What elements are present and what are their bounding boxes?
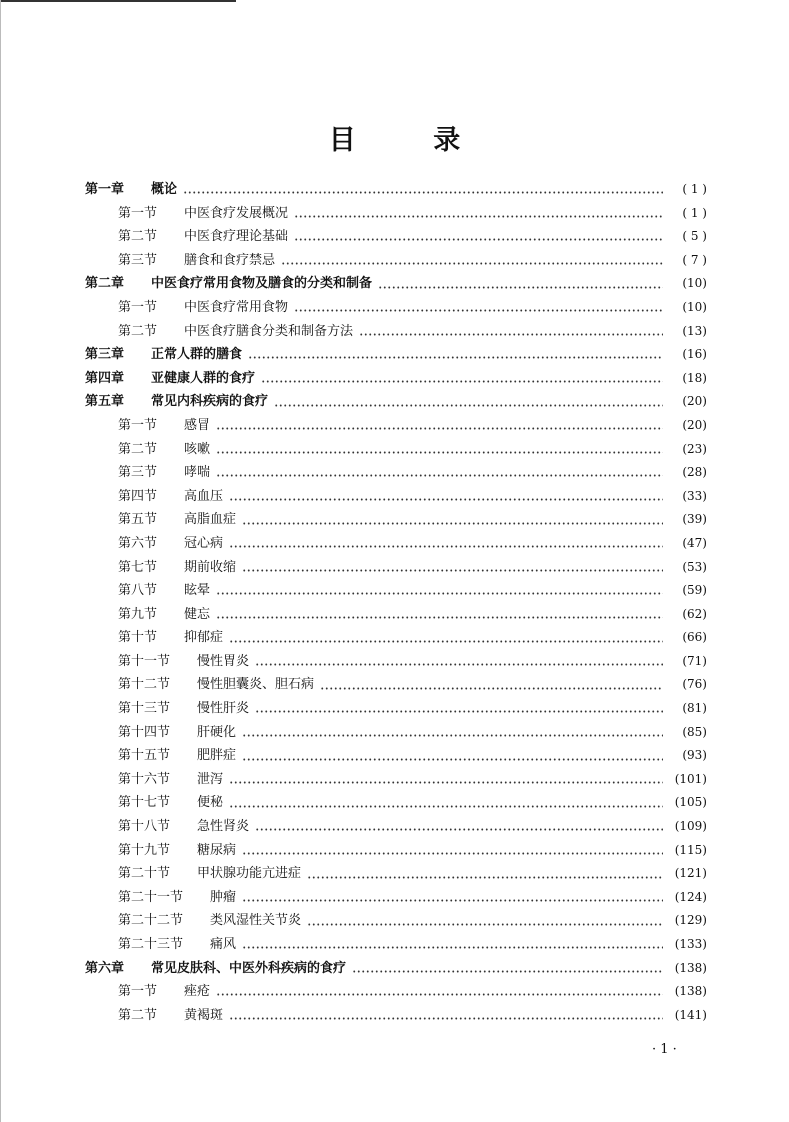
dot-leader [281,262,663,265]
dot-leader [261,380,663,383]
toc-chapter-entry[interactable] [85,178,707,202]
toc-section-entry[interactable] [85,839,707,863]
toc-section-entry[interactable] [85,791,707,815]
entry-page: (129) [674,913,707,928]
entry-number: 第五章 [85,394,125,410]
entry-page: (13) [682,323,707,338]
entry-page: (23) [682,441,707,456]
entry-title: 冠心病 [184,535,224,551]
toc-section-entry[interactable] [85,579,707,603]
dot-leader [229,781,663,784]
entry-page: (28) [682,465,707,480]
entry-title: 甲状腺功能亢进症 [197,866,302,882]
entry-title: 高脂血症 [184,512,237,528]
entry-number: 第三节 [118,252,158,268]
entry-page: (93) [682,748,707,763]
entry-page: (10) [682,276,707,291]
entry-number: 第十八节 [118,819,171,835]
page-title: 目 录 [328,125,495,156]
toc-section-entry[interactable] [85,249,707,273]
entry-number: 第二十二节 [118,913,184,929]
entry-page: (124) [674,889,707,904]
entry-page: ( 1 ) [682,182,707,196]
dot-leader [248,356,663,359]
entry-title: 肿瘤 [210,889,237,905]
entry-number: 第一节 [118,299,158,315]
dot-leader [242,522,663,525]
entry-page: (138) [674,984,707,999]
entry-number: 第二节 [118,441,158,457]
entry-title: 中医食疗膳食分类和制备方法 [184,323,354,339]
dot-leader [242,946,663,949]
table-of-contents [85,178,707,1027]
entry-title: 感冒 [184,417,211,433]
toc-chapter-entry[interactable] [85,272,707,296]
entry-title: 常见内科疾病的食疗 [151,394,269,410]
toc-section-entry[interactable] [85,650,707,674]
scan-border-left [0,0,1,1122]
entry-title: 肝硬化 [197,724,237,740]
entry-title: 痤疮 [184,984,211,1000]
entry-title: 膳食和食疗禁忌 [184,252,276,268]
toc-section-entry[interactable] [85,933,707,957]
dot-leader [294,309,663,312]
dot-leader [242,734,663,737]
toc-section-entry[interactable] [85,744,707,768]
entry-number: 第十六节 [118,771,171,787]
entry-number: 第九节 [118,606,158,622]
entry-number: 第二十三节 [118,937,184,952]
entry-page: ( 7 ) [682,252,707,267]
toc-section-entry[interactable] [85,980,707,1004]
entry-number: 第一节 [118,984,158,1000]
entry-title: 健忘 [184,606,211,622]
dot-leader [294,238,663,241]
dot-leader [229,545,663,548]
entry-page: ( 5 ) [682,229,707,244]
entry-page: (66) [682,630,707,645]
entry-title: 慢性胆囊炎、胆石病 [197,677,315,693]
toc-section-entry[interactable] [85,438,707,462]
toc-section-entry[interactable] [85,461,707,485]
dot-leader [307,923,663,926]
entry-number: 第七节 [118,559,158,575]
toc-section-entry[interactable] [85,485,707,509]
entry-title: 慢性肝炎 [197,701,250,717]
entry-number: 第四章 [85,370,125,386]
entry-number: 第三节 [118,465,158,481]
dot-leader [242,852,663,855]
entry-number: 第一节 [118,417,158,433]
toc-section-entry[interactable] [85,862,707,886]
entry-number: 第十九节 [118,842,171,858]
entry-title: 便秘 [197,795,224,811]
dot-leader [216,993,663,996]
dot-leader [229,805,663,808]
entry-page: (71) [682,653,707,668]
entry-page: (76) [682,677,707,692]
toc-section-entry[interactable] [85,1004,707,1028]
page-number: · 1 · [652,1042,677,1057]
entry-title: 亚健康人群的食疗 [151,370,256,386]
entry-page: (101) [674,771,707,786]
toc-section-entry[interactable] [85,603,707,627]
toc-chapter-entry[interactable] [85,343,707,367]
entry-title: 痛风 [210,937,237,952]
dot-leader [242,569,663,572]
entry-title: 糖尿病 [197,842,237,858]
toc-section-entry[interactable] [85,414,707,438]
entry-title: 正常人群的膳食 [151,347,243,363]
entry-title: 眩晕 [184,583,211,599]
entry-page: (39) [682,512,707,527]
toc-section-entry[interactable] [85,508,707,532]
entry-title: 泄泻 [197,771,224,787]
dot-leader [294,215,663,218]
entry-page: (53) [682,559,707,574]
entry-title: 常见皮肤科、中医外科疾病的食疗 [151,960,347,976]
entry-title: 中医食疗发展概况 [184,205,289,221]
entry-title: 高血压 [184,488,224,504]
toc-section-entry[interactable] [85,296,707,320]
toc-section-entry[interactable] [85,202,707,226]
entry-title: 中医食疗常用食物及膳食的分类和制备 [151,276,373,292]
entry-number: 第六章 [85,960,125,976]
dot-leader [274,404,663,407]
toc-section-entry[interactable] [85,626,707,650]
dot-leader [229,1017,663,1020]
entry-page: (20) [682,394,707,409]
entry-number: 第八节 [118,583,158,599]
toc-section-entry[interactable] [85,532,707,556]
dot-leader [229,640,663,643]
entry-number: 第二节 [118,323,158,339]
entry-title: 慢性胃炎 [197,653,250,669]
entry-number: 第三章 [85,347,125,363]
entry-page: (109) [674,819,707,834]
entry-page: (47) [682,535,707,550]
entry-title: 肥胖症 [197,748,237,764]
entry-page: (105) [674,795,707,810]
toc-section-entry[interactable] [85,673,707,697]
entry-title: 黄褐斑 [184,1007,224,1023]
dot-leader [216,616,663,619]
entry-number: 第十五节 [118,748,171,764]
entry-title: 咳嗽 [184,441,211,457]
entry-number: 第五节 [118,512,158,528]
entry-page: (33) [682,488,707,503]
toc-section-entry[interactable] [85,697,707,721]
toc-section-entry[interactable] [85,320,707,344]
toc-chapter-entry[interactable] [85,390,707,414]
entry-number: 第十节 [118,630,158,646]
entry-number: 第十二节 [118,677,171,693]
entry-number: 第十七节 [118,795,171,811]
dot-leader [378,286,663,289]
entry-title: 概论 [151,182,178,197]
entry-number: 第四节 [118,488,158,504]
dot-leader [216,474,663,477]
entry-number: 第二十一节 [118,889,184,905]
entry-number: 第一节 [118,205,158,221]
entry-title: 期前收缩 [184,559,237,575]
dot-leader [255,710,663,713]
toc-section-entry[interactable] [85,768,707,792]
entry-page: (81) [682,701,707,716]
dot-leader [183,191,663,194]
dot-leader [216,592,663,595]
entry-page: (133) [674,937,707,951]
entry-page: (115) [674,842,707,857]
entry-title: 类风湿性关节炎 [210,913,302,929]
entry-page: (18) [682,370,707,385]
entry-page: (138) [674,960,707,975]
entry-page: (10) [682,299,707,314]
entry-number: 第十四节 [118,724,171,740]
entry-title: 哮喘 [184,465,211,481]
dot-leader [307,876,663,879]
entry-number: 第六节 [118,535,158,551]
dot-leader [242,899,663,902]
entry-number: 第二十节 [118,866,171,882]
dot-leader [216,427,663,430]
toc-section-entry[interactable] [85,721,707,745]
entry-number: 第一章 [85,182,125,197]
toc-section-entry[interactable] [85,909,707,933]
entry-number: 第十三节 [118,701,171,717]
toc-chapter-entry[interactable] [85,957,707,981]
dot-leader [242,758,663,761]
entry-page: (16) [682,347,707,362]
entry-number: 第二节 [118,1007,158,1023]
entry-page: (141) [674,1007,707,1022]
entry-title: 中医食疗常用食物 [184,299,289,315]
dot-leader [320,687,663,690]
entry-page: ( 1 ) [682,205,707,220]
entry-page: (121) [674,866,707,881]
dot-leader [229,498,663,501]
entry-title: 中医食疗理论基础 [184,229,289,245]
entry-number: 第二节 [118,229,158,245]
toc-section-entry[interactable] [85,886,707,910]
dot-leader [216,451,663,454]
entry-page: (20) [682,417,707,432]
entry-number: 第二章 [85,276,125,292]
dot-leader [255,828,663,831]
dot-leader [255,663,663,666]
entry-number: 第十一节 [118,653,171,669]
entry-page: (59) [682,583,707,598]
scan-border-top [0,0,236,2]
toc-section-entry[interactable] [85,556,707,580]
toc-chapter-entry[interactable] [85,367,707,391]
entry-page: (85) [682,724,707,739]
entry-title: 急性肾炎 [197,819,250,835]
toc-section-entry[interactable] [85,815,707,839]
toc-section-entry[interactable] [85,225,707,249]
entry-page: (62) [682,606,707,621]
dot-leader [352,970,663,973]
entry-title: 抑郁症 [184,630,224,646]
dot-leader [359,333,663,336]
